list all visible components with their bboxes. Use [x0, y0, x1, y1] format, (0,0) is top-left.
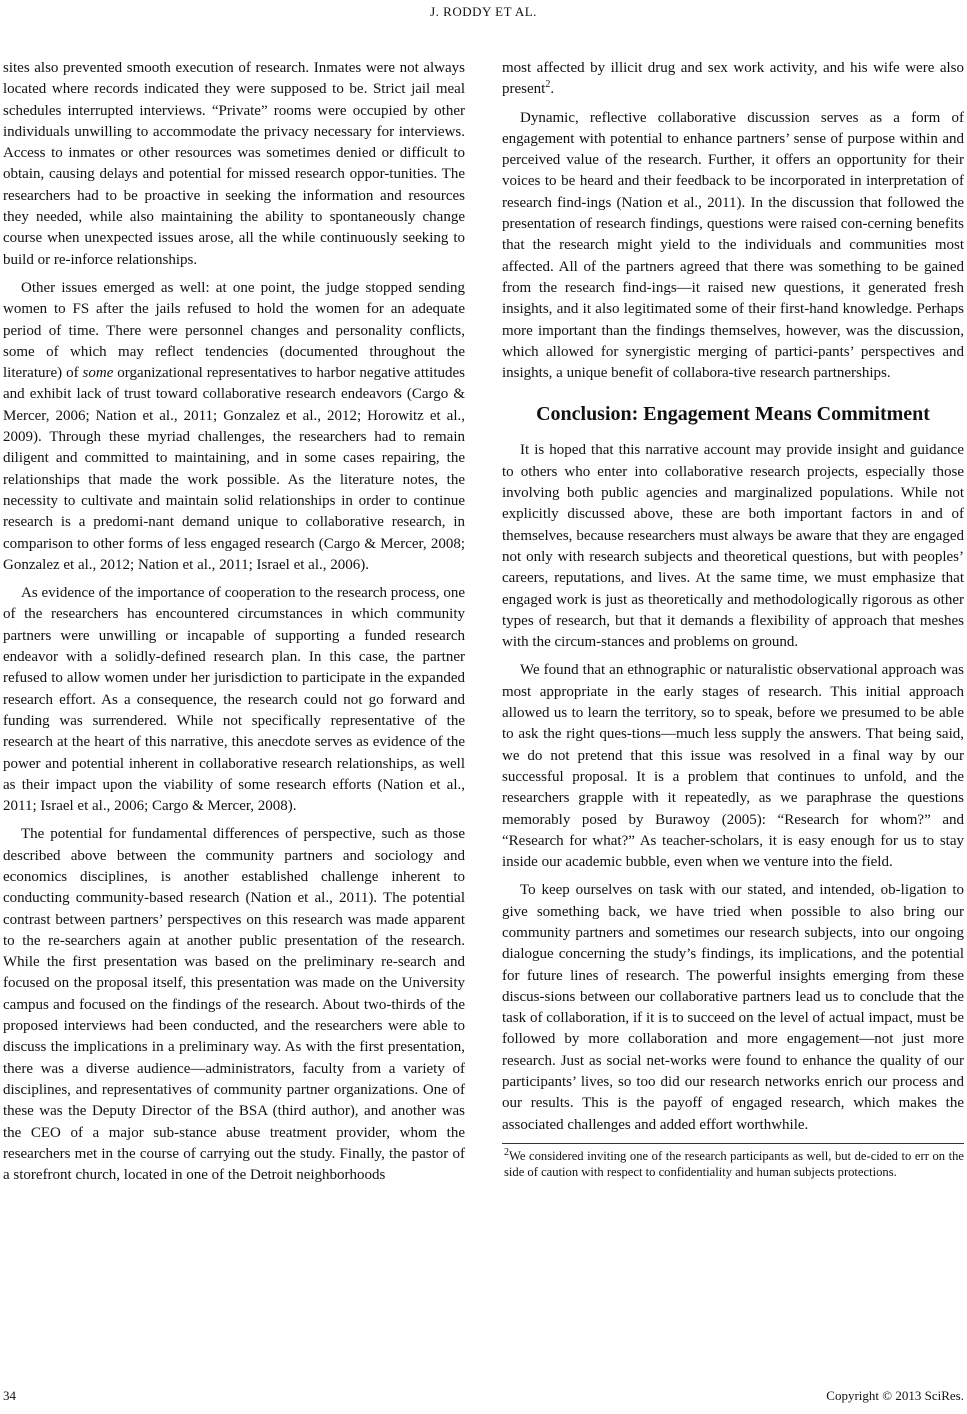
continuation-paragraph	[502, 58, 964, 101]
footnote-ref[interactable]: 2	[545, 79, 551, 91]
body-paragraph: As evidence of the importance of cooperation to the research process, one of the researchers has encountered circumstances in which community partners were unwilling or incapable of supporting a funded research endeavor with a solidly-defined research plan. In this case, the partner refused to allow women under her jurisdiction to participate in the expanded research effort. As a consequence, the research could not go forward and funding was surrendered. While not specifically representative of the research at the heart of this narrative, this anecdote serves as evidence of the power and potential inherent in collaborative research relationships, as well as their impact upon the viability of some research efforts (Nation et al., 2011; Israel et al., 2006; Cargo & Mercer, 2008).	[3, 585, 465, 815]
body-paragraph: Dynamic, reflective collaborative discussion serves as a form of engagement with potential to enhance partners’ sense of purpose within and perceived value of the research. Further, it offers an opportunity for their voices to be heard and their feedback to be incorporated in interpretation of research find-ings (Nation et al., 2011). In the discussion that followed the presentation of research findings, questions were raised con-cerning benefits that the research might yield to the individuals and communities most affected. All of the partners agreed that there was something to be gained from the research find-ings—it raised new questions, it generated fresh insights, and it also legitimated some of their first-hand knowledge. Perhaps more important than the findings themselves, however, was the discussion, which allowed for synergistic merging of partici-pants’ perspectives and insights, a unique benefit of collabora-tive research partnerships.	[502, 109, 964, 382]
left-column	[3, 58, 465, 1193]
body-paragraph: Other issues emerged as well: at one point, the judge stopped sending women to FS after the jails refused to hold the women for an adequate period of time. There were personnel changes and personality conflicts, some of which may reflect tendencies (documented throughout the literature) of some organizational representatives to harbor negative attitudes and exhibit lack of trust toward collaborative research endeavors (Cargo & Mercer, 2006; Nation et al., 2011; Gonzalez et al., 2012; Horowitz et al., 2009). Through these myriad challenges, the researchers had to remain diligent and committed to maintaining, and in some cases repairing, the relationships that made the work possible. As the literature notes, the necessity to cultivate and maintain solid relationships in order to continue research is a predomi-nant demand unique to collaborative research, in comparison to other forms of less engaged research (Cargo & Mercer, 2008; Gonzalez et al., 2012; Nation et al., 2011; Israel et al., 2006).	[3, 279, 465, 573]
footnote-divider	[502, 1143, 964, 1144]
body-paragraph: We found that an ethnographic or naturalistic observational approach was most appropriate in the early stages of research. This initial approach allowed us to learn the territory, so to speak, before we presumed to be able to ask the right ques-tions—much less supply the answers. That being said, we do not pretend that this issue was resolved in a final way by our successful proposal. It is a problem that continues to unfold, and the researchers grapple with it repeatedly, as we paraphrase the questions memorably posed by Burawoy (2005): “Research for whom?” and “Research for what?” As teacher-scholars, it is easy enough for us to stay inside our academic bubble, even when we venture into the field.	[502, 662, 964, 871]
continuation-end: .	[550, 81, 555, 98]
body-paragraph: To keep ourselves on task with our stated, and intended, ob-ligation to give something back, we have tried when possible to also bring our community partners and sometimes our research subjects, into our ongoing dialogue concerning the study’s findings, its implications, and the potential for future lines of research. The powerful insights emerging from these discus-sions between our collaborative partners lead us to conclude that the task of collaboration, if it is to succeed on the level of actual impact, must be followed by more collaboration and more engagement—not just more research. Just as social net-works were found to enhance the quality of our participants’ lives, so too did our research networks enrich our process and our results. This is the payoff of engaged research, which makes the associated challenges and added effort worthwhile.	[502, 882, 964, 1133]
footnote	[502, 1148, 964, 1181]
running-head: J. RODDY ET AL.	[430, 4, 537, 19]
body-paragraph: sites also prevented smooth execution of research. Inmates were not always located where records indicated they were supposed to be. Strict jail meal schedules interrupted interviews. “Private” rooms were occupied by other individuals unwilling to accommodate the privacy necessary for interviews. Access to inmates or other resources was sometimes denied or difficult to obtain, causing delays and potential for missed research oppor-tunities. The researchers had to be proactive in seeking the information and resources they needed, while also maintaining the ability to spontaneously change course when unexpected issues arose, all the while continuously seeking to build or re-inforce relationships.	[3, 60, 465, 268]
footnote-text: We considered inviting one of the research participants as well, but de-cided to err on the side of caution with respect to confidentiality and human subjects protections.	[504, 1148, 964, 1180]
body-paragraph: It is hoped that this narrative account may provide insight and guidance to others who enter into collaborative research projects, especially those involving both public agencies and marginalized populations. While not explicitly discussed above, these are both important factors in and of themselves, because researchers must always be aware that they are engaged not only with research subjects and theoretical questions, but with peoples’ careers, reputations, and lives. At the same time, we must emphasize that engaged work is just as theoretically and methodologically rigorous as other types of research, but that it demands a flexibility of approach that meshes with the circum-stances and problems on ground.	[502, 442, 964, 651]
continuation-text: most affected by illicit drug and sex work activity, and his wife were also present	[502, 60, 964, 98]
body-paragraph: The potential for fundamental differences of perspective, such as those described above between the community partners and sociology and economics disciplines, is another established challenge inherent to conducting community-based research (Nation et al., 2011). The potential contrast between partners’ perspectives on this research was made apparent to the re-searchers again at another public presentation of the research. While the first presentation was based on the preliminary re-search and focused on the proposal itself, this presentation was made on the University campus and focused on the findings of the research. About two-thirds of the proposed interviews had been conducted, and the researchers were able to discuss the implications in a preliminary way. As with the first presentation, there was a diverse audience—administrators, faculty from a variety of disciplines, and representatives of community partner organizations. One of these was the Deputy Director of the BSA (third author), and another was the CEO of a major sub-stance abuse treatment provider, whom the researchers met in the course of carrying out the study. Finally, the pastor of a storefront church, located in one of the Detroit neighborhoods	[3, 826, 465, 1184]
footnote-marker: 2	[504, 1146, 509, 1158]
page-number: 34	[3, 1388, 16, 1403]
right-column	[502, 58, 964, 1181]
copyright: Copyright © 2013 SciRes.	[826, 1388, 964, 1403]
section-heading: Conclusion: Engagement Means Commitment	[536, 403, 930, 426]
